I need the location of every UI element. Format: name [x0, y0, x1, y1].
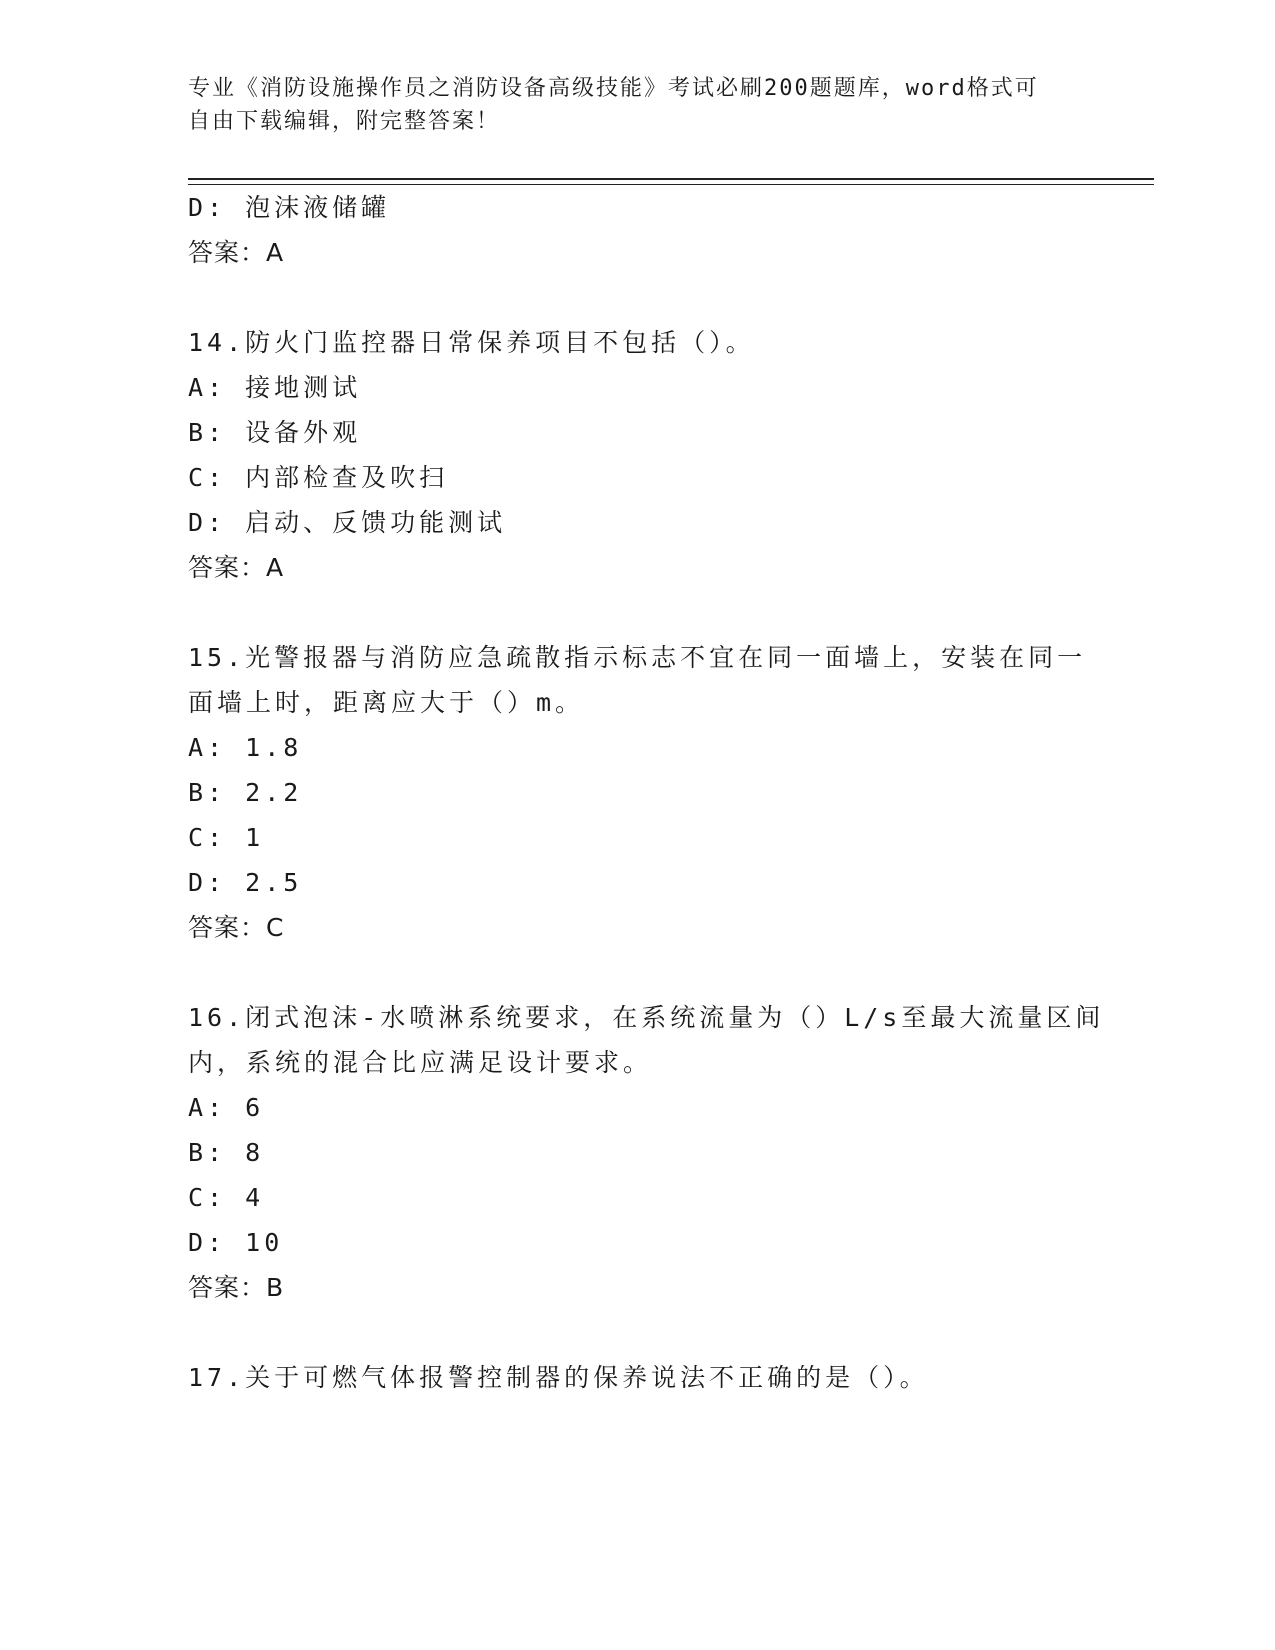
q15-option-b: B: 2.2	[188, 778, 303, 807]
header-divider-thick	[188, 178, 1154, 180]
q15-answer: 答案：C	[188, 913, 285, 942]
q13-option-d: D: 泡沫液储罐	[188, 193, 391, 222]
q16-stem-line-2: 内，系统的混合比应满足设计要求。	[188, 1048, 653, 1077]
q16-option-a: A: 6	[188, 1093, 265, 1122]
page-header	[188, 72, 1088, 138]
q15-option-c: C: 1	[188, 823, 265, 852]
header-divider-thin	[188, 184, 1154, 185]
q16-stem-line-1: 16.闭式泡沫-水喷淋系统要求，在系统流量为（）L/s至最大流量区间	[188, 1003, 1105, 1032]
header-line-2: 自由下载编辑，附完整答案！	[188, 109, 501, 134]
q17-stem: 17.关于可燃气体报警控制器的保养说法不正确的是（）。	[188, 1363, 929, 1392]
q15-option-a: A: 1.8	[188, 733, 303, 762]
q13-answer: 答案：A	[188, 238, 285, 267]
q16-answer: 答案：B	[188, 1273, 285, 1302]
q14-answer: 答案：A	[188, 553, 285, 582]
q16-option-b: B: 8	[188, 1138, 265, 1167]
header-line-1: 专业《消防设施操作员之消防设备高级技能》考试必刷200题题库，word格式可	[188, 76, 1039, 101]
q14-option-c: C: 内部检查及吹扫	[188, 463, 449, 492]
q14-option-d: D: 启动、反馈功能测试	[188, 508, 507, 537]
q14-option-b: B: 设备外观	[188, 418, 362, 447]
q15-stem-line-1: 15.光警报器与消防应急疏散指示标志不宜在同一面墙上，安装在同一	[188, 643, 1087, 672]
q14-stem: 14.防火门监控器日常保养项目不包括（）。	[188, 328, 755, 357]
q16-option-d: D: 10	[188, 1228, 284, 1257]
q16-option-c: C: 4	[188, 1183, 265, 1212]
q14-option-a: A: 接地测试	[188, 373, 362, 402]
q15-stem-line-2: 面墙上时，距离应大于（）m。	[188, 688, 585, 717]
q15-option-d: D: 2.5	[188, 868, 303, 897]
